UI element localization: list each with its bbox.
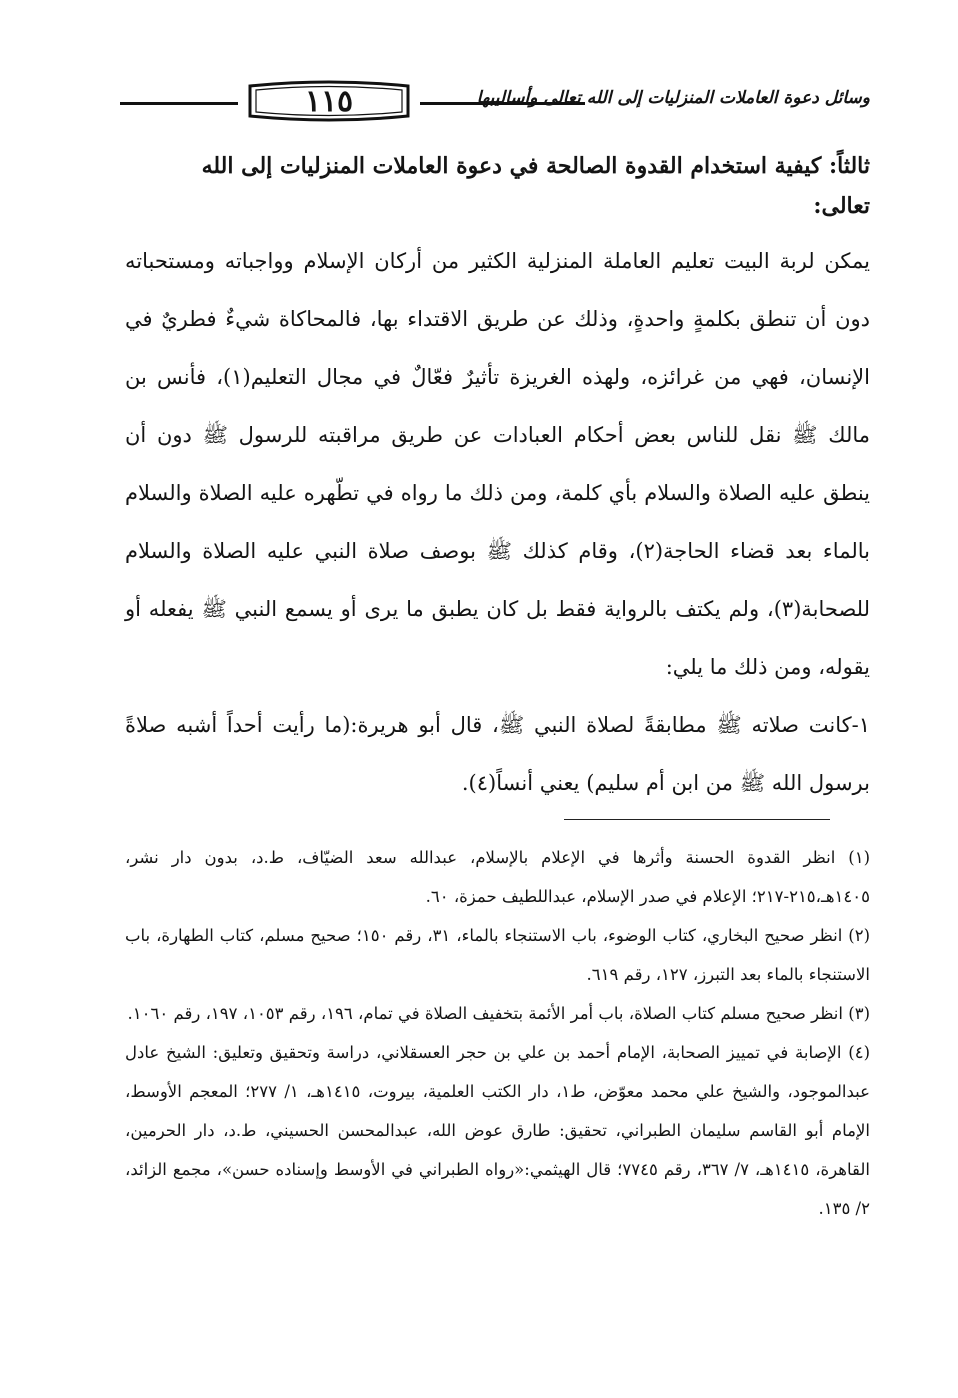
footnote [125,838,870,916]
footnote-number: (١) [848,848,870,867]
header-rule-left [120,102,238,105]
running-title: وسائل دعوة العاملات المنزليات إلى الله تعالى وأساليبها [476,88,870,108]
section-heading-line-2: تعالى: [813,193,870,219]
body-paragraph: ١-كانت صلاته ﷺ مطابقةً لصلاة النبي ﷺ، قال أبو هريرة:(ما رأيت أحداً أشبه صلاةً برسول الله ﷺ من ابن أم سليم) يعني أنساً(٤). [125,713,870,795]
footnote-text: الإصابة في تمييز الصحابة، الإمام أحمد بن علي بن حجر العسقلاني، دراسة وتحقيق وتعليق: الشيخ عادل عبدالموجود، والشيخ علي محمد معوّض، ط١، دار الكتب العلمية، بيروت، ١٤١٥هـ، ١/ ٢٧٧؛ المعجم الأوسط، الإمام أبو القاسم سليمان الطبراني، تحقيق: طارق عوض الله، عبدالمحسن الحسيني، ط.د، دار الحرمين، القاهرة، ١٤١٥هـ، ٧/ ٣٦٧، رقم ٧٧٤٥؛ قال الهيثمي:«رواه الطبراني في الأوسط وإسناده حسن»، مجمع الزائد، ٢/ ١٣٥. [125,1043,870,1218]
footnote-text: انظر القدوة الحسنة وأثرها في الإعلام بالإسلام، عبدالله سعد الضيّاف، ط.د، بدون دار نشر، ١٤٠٥هـ،٢١٥-٢١٧؛ الإعلام في صدر الإسلام، عبداللطيف حمزة، ٦٠. [125,848,870,906]
body-paragraph: يمكن لربة البيت تعليم العاملة المنزلية الكثير من أركان الإسلام وواجباته ومستحباته دون أن تنطق بكلمةٍ واحدةٍ، وذلك عن طريق الاقتداء بها، فالمحاكاة شيءٌ فطريٌ في الإنسان، فهي من غرائزه، ولهذه الغريزة تأثيرٌ فعّالٌ في مجال التعليم(١)، فأنس بن مالك ﷺ نقل للناس بعض أحكام العبادات عن طريق مراقبته للرسول ﷺ دون أن ينطق عليه الصلاة والسلام بأي كلمة، ومن ذلك ما رواه في تطّهره عليه الصلاة والسلام بالماء بعد قضاء الحاجة(٢)، وقام كذلك ﷺ بوصف صلاة النبي عليه الصلاة والسلام للصحابة(٣)، ولم يكتف بالرواية فقط بل كان يطبق ما يرى أو يسمع النبي ﷺ يفعله أو يقوله، ومن ذلك ما يلي: [125,249,870,679]
footnote [125,916,870,994]
page-number: ١١٥ [304,83,354,119]
footnote-text: انظر صحيح البخاري، كتاب الوضوء، باب الاستنجاء بالماء، ٣١، رقم ١٥٠؛ صحيح مسلم، كتاب الطهارة، باب الاستنجاء بالماء بعد التبرز، ١٢٧، رقم ٦١٩. [125,926,870,984]
footnote-text: انظر صحيح مسلم كتاب الصلاة، باب أمر الأئمة بتخفيف الصلاة في تمام، ١٩٦، رقم ١٠٥٣، ١٩٧، رقم ١٠٦٠. [127,1004,843,1023]
footnote-separator [564,819,830,820]
page-number-frame [244,80,414,122]
footnote-number: (٢) [848,926,871,945]
page-header [120,80,870,128]
footnote [125,994,870,1033]
body-text [125,232,870,812]
footnotes [125,838,870,1228]
section-heading-line-1: ثالثاً: كيفية استخدام القدوة الصالحة في دعوة العاملات المنزليات إلى الله [201,153,870,179]
footnote-number: (٤) [848,1043,870,1062]
footnote-number: (٣) [848,1004,870,1023]
footnote [125,1033,870,1228]
